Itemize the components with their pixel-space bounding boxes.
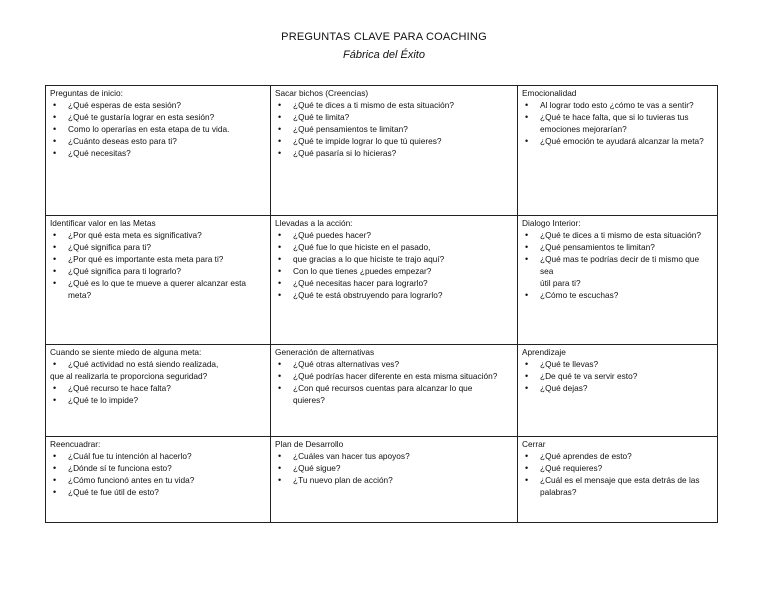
table-row [46, 216, 718, 345]
cell-heading: Llevadas a la acción: [275, 218, 353, 228]
list-item: • ¿Qué recurso te hace falta? [50, 382, 266, 394]
question-list [50, 358, 266, 370]
list-item: • ¿Qué sigue? [275, 462, 513, 474]
list-item-continuation: meta? [68, 290, 92, 300]
question-list [50, 99, 266, 159]
question-list [522, 358, 713, 394]
table-row [46, 345, 718, 437]
list-item: • ¿Qué puedes hacer? [275, 229, 513, 241]
cell-heading: Reencuadrar: [50, 439, 101, 449]
list-item: • ¿Dónde sí te funciona esto? [50, 462, 266, 474]
cell-valor-metas [46, 216, 271, 345]
list-item-continuation: útil para ti? [540, 278, 581, 288]
list-item: • ¿Tu nuevo plan de acción? [275, 474, 513, 486]
list-item-continuation: quieres? [293, 395, 325, 405]
question-list [275, 99, 513, 159]
list-item: • ¿Qué otras alternativas ves? [275, 358, 513, 370]
cell-emocionalidad [518, 86, 718, 216]
list-item: • ¿Qué emoción te ayudará alcanzar la meta? [522, 135, 713, 147]
question-list [50, 229, 266, 301]
table-row [46, 437, 718, 523]
list-item: • ¿Qué mas te podrías decir de ti mismo que sea [522, 253, 713, 277]
list-item: • ¿Cuál fue tu intención al hacerlo? [50, 450, 266, 462]
list-item: • ¿Qué te limita? [275, 111, 513, 123]
list-item: • ¿Qué requieres? [522, 462, 713, 474]
list-item: • ¿Qué significa para ti? [50, 241, 266, 253]
list-item: • ¿Qué te llevas? [522, 358, 713, 370]
list-item: • ¿Cuál es el mensaje que esta detrás de las [522, 474, 713, 486]
question-list [275, 229, 513, 301]
list-item: • ¿Qué te lo impide? [50, 394, 266, 406]
cell-heading: Sacar bichos (Creencias) [275, 88, 369, 98]
cell-heading: Generación de alternativas [275, 347, 375, 357]
list-item: • ¿Cuáles van hacer tus apoyos? [275, 450, 513, 462]
list-item: • ¿Qué pensamientos te limitan? [522, 241, 713, 253]
list-item: • ¿Cómo funcionó antes en tu vida? [50, 474, 266, 486]
list-item: • ¿Qué es lo que te mueve a querer alcanzar esta [50, 277, 266, 289]
list-item: • ¿Por qué esta meta es significativa? [50, 229, 266, 241]
list-item: • Como lo operarías en esta etapa de tu vida. [50, 123, 266, 135]
list-item: • ¿Qué te fue útil de esto? [50, 486, 266, 498]
list-item: • ¿Qué significa para ti lograrlo? [50, 265, 266, 277]
questions-table [45, 85, 718, 523]
table-row [46, 86, 718, 216]
list-item: • ¿Por qué es importante esta meta para ti? [50, 253, 266, 265]
list-item: • que gracias a lo que hiciste te trajo aquí? [275, 253, 513, 265]
question-list [522, 229, 713, 301]
list-item: • ¿De qué te va servir esto? [522, 370, 713, 382]
cell-dialogo-interior [518, 216, 718, 345]
list-item: • ¿Qué te impide lograr lo que tú quieres? [275, 135, 513, 147]
cell-miedo-meta [46, 345, 271, 437]
list-item: • ¿Qué te gustaría lograr en esta sesión? [50, 111, 266, 123]
list-item: • ¿Qué aprendes de esto? [522, 450, 713, 462]
list-item: • ¿Qué necesitas hacer para lograrlo? [275, 277, 513, 289]
cell-aprendizaje [518, 345, 718, 437]
cell-heading: Plan de Desarrollo [275, 439, 344, 449]
list-item: • ¿Qué podrías hacer diferente en esta misma situación? [275, 370, 513, 382]
cell-cerrar [518, 437, 718, 523]
cell-heading: Emocionalidad [522, 88, 577, 98]
list-item: • ¿Qué pensamientos te limitan? [275, 123, 513, 135]
list-item: • Con lo que tienes ¿puedes empezar? [275, 265, 513, 277]
cell-heading: Cuando se siente miedo de alguna meta: [50, 347, 202, 357]
list-item: • Al lograr todo esto ¿cómo te vas a sentir? [522, 99, 713, 111]
list-item: • ¿Qué te está obstruyendo para lograrlo? [275, 289, 513, 301]
list-item: • ¿Qué pasaría si lo hicieras? [275, 147, 513, 159]
question-list [50, 382, 266, 406]
plain-line: que al realizarla te proporciona seguridad? [50, 371, 208, 381]
question-list [275, 358, 513, 406]
cell-preguntas-inicio [46, 86, 271, 216]
list-item: • ¿Qué te dices a ti mismo de esta situación? [522, 229, 713, 241]
cell-heading: Identificar valor en las Metas [50, 218, 156, 228]
cell-heading: Preguntas de inicio: [50, 88, 123, 98]
list-item: • ¿Cuánto deseas esto para ti? [50, 135, 266, 147]
cell-heading: Cerrar [522, 439, 546, 449]
cell-plan-desarrollo [271, 437, 518, 523]
list-item: • ¿Qué necesitas? [50, 147, 266, 159]
list-item: • ¿Cómo te escuchas? [522, 289, 713, 301]
list-item-continuation: emociones mejorarían? [540, 124, 627, 134]
list-item: • ¿Qué actividad no está siendo realizada, [50, 358, 266, 370]
list-item: • ¿Qué esperas de esta sesión? [50, 99, 266, 111]
cell-alternativas [271, 345, 518, 437]
list-item: • ¿Qué te dices a ti mismo de esta situación? [275, 99, 513, 111]
question-list [522, 99, 713, 147]
question-list [522, 450, 713, 498]
cell-reencuadrar [46, 437, 271, 523]
cell-heading: Dialogo Interior: [522, 218, 581, 228]
list-item-continuation: palabras? [540, 487, 577, 497]
question-list [50, 450, 266, 498]
list-item: • ¿Qué te hace falta, que si lo tuvieras tus [522, 111, 713, 123]
cell-heading: Aprendizaje [522, 347, 566, 357]
cell-llevadas-accion [271, 216, 518, 345]
document-subtitle: Fábrica del Éxito [343, 49, 425, 61]
cell-sacar-bichos [271, 86, 518, 216]
list-item: • ¿Qué dejas? [522, 382, 713, 394]
list-item: • ¿Con qué recursos cuentas para alcanzar lo que [275, 382, 513, 394]
question-list [275, 450, 513, 486]
list-item: • ¿Qué fue lo que hiciste en el pasado, [275, 241, 513, 253]
document-title: PREGUNTAS CLAVE PARA COACHING [281, 31, 487, 43]
